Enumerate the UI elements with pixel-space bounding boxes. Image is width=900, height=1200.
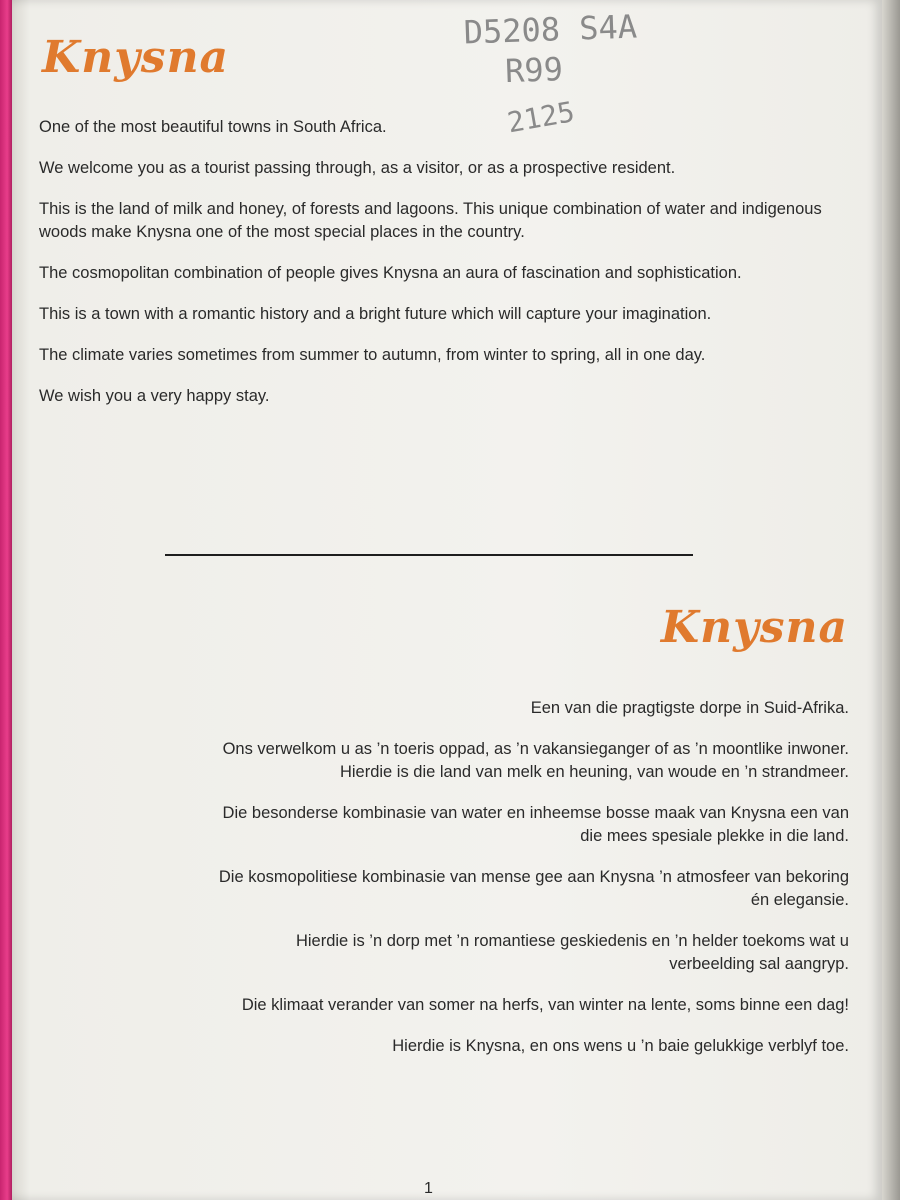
paragraph-af xyxy=(29,866,849,912)
paragraph-en: We welcome you as a tourist passing through, as a visitor, or as a prospective resident. xyxy=(39,159,676,177)
handwritten-note: 2125 xyxy=(504,95,577,140)
paragraph-line: Een van die pragtigste dorpe in Suid-Afrika. xyxy=(530,699,849,717)
paragraph-af xyxy=(29,697,849,720)
paragraph-en: The climate varies sometimes from summer to autumn, from winter to spring, all in one day. xyxy=(39,346,706,364)
paragraph-af xyxy=(29,802,849,848)
paragraph-af xyxy=(29,994,849,1017)
paragraph-en: The cosmopolitan combination of people gives Knysna an aura of fascination and sophistication. xyxy=(39,264,742,282)
handwritten-note: R99 xyxy=(504,50,564,91)
paragraph-line: Die klimaat verander van somer na herfs, van winter na lente, soms binne een dag! xyxy=(241,996,849,1014)
paragraph-line: Die besonderse kombinasie van water en inheemse bosse maak van Knysna een van xyxy=(222,804,849,822)
paragraph-en: This is a town with a romantic history and a bright future which will capture your imagination. xyxy=(39,305,712,323)
handwritten-note: D5208 S4A xyxy=(463,7,638,52)
paragraph-en: We wish you a very happy stay. xyxy=(39,387,270,405)
title-afrikaans: Knysna xyxy=(660,602,848,653)
page-edge-shadow xyxy=(882,0,900,1200)
title-english: Knysna xyxy=(42,32,230,83)
section-divider xyxy=(165,554,693,556)
paragraph-af xyxy=(29,738,849,784)
paragraph-line: verbeelding sal aangryp. xyxy=(669,955,849,973)
paragraph-af xyxy=(29,1035,849,1058)
paragraph-line: Ons verwelkom u as ’n toeris oppad, as ’n vakansieganger of as ’n moontlike inwoner. xyxy=(222,740,849,758)
paragraph-af xyxy=(29,930,849,976)
handwritten-notes xyxy=(453,3,737,140)
paragraph-en: This is the land of milk and honey, of forests and lagoons. This unique combination of water and indigenous woods make Knysna one of the most special places in the country. xyxy=(39,200,822,241)
paragraph-line: die mees spesiale plekke in die land. xyxy=(580,827,849,845)
paragraph-line: Hierdie is ’n dorp met ’n romantiese geskiedenis en ’n helder toekoms wat u xyxy=(295,932,849,950)
paragraph-line: Hierdie is die land van melk en heuning, van woude en ’n strandmeer. xyxy=(339,763,849,781)
afrikaans-text xyxy=(29,697,849,1076)
paragraph-line: Hierdie is Knysna, en ons wens u ’n baie gelukkige verblyf toe. xyxy=(392,1037,849,1055)
english-text xyxy=(39,116,839,426)
paragraph-line: én elegansie. xyxy=(750,891,849,909)
paragraph-line: Die kosmopolitiese kombinasie van mense gee aan Knysna ’n atmosfeer van bekoring xyxy=(218,868,849,886)
page-number: 1 xyxy=(424,1180,433,1197)
binding-edge xyxy=(0,0,12,1200)
paragraph-en: One of the most beautiful towns in South Africa. xyxy=(39,118,387,136)
